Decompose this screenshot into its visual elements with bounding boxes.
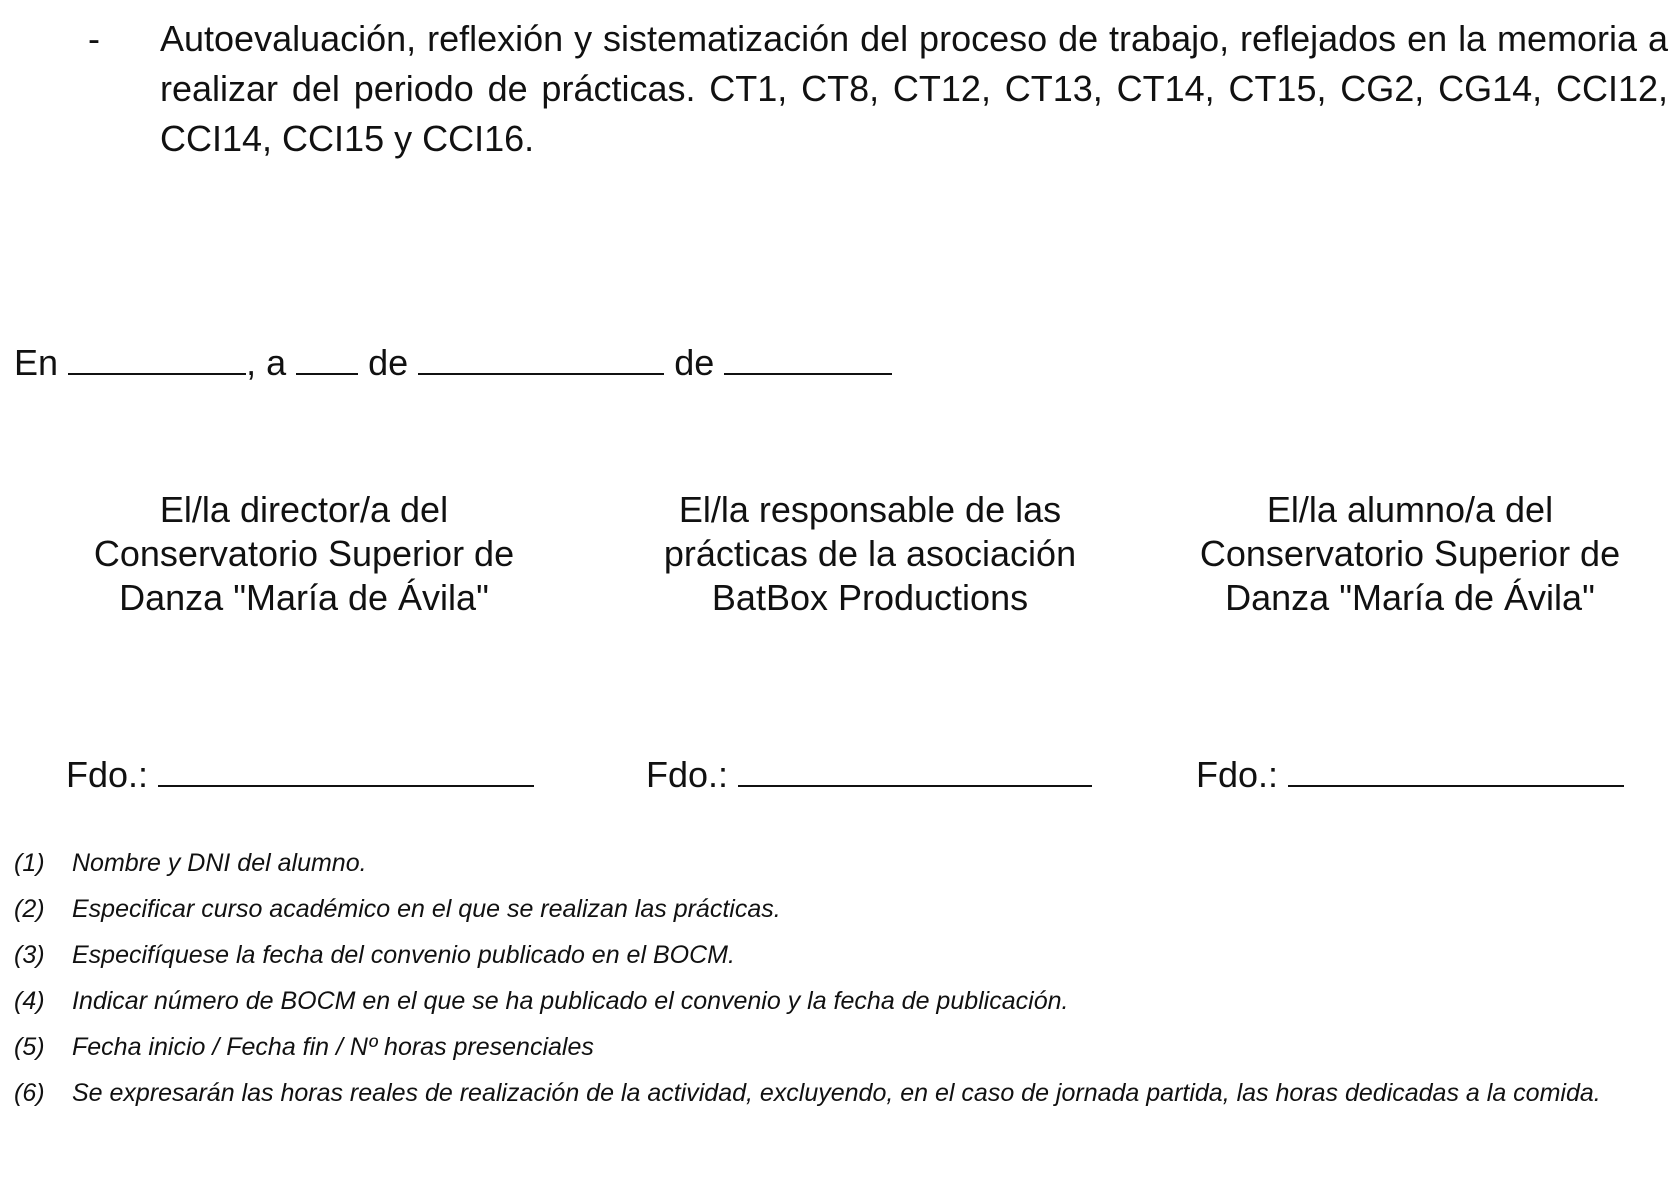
footnote: [14, 938, 1654, 972]
signature-director-line-1: El/la director/a del: [159, 489, 449, 530]
fdo-responsable-label: Fdo.:: [646, 754, 729, 795]
signature-director-line-3: Danza "María de Ávila": [119, 577, 489, 618]
year-blank: [724, 339, 892, 375]
footnote-number: (3): [14, 941, 45, 969]
place-blank: [68, 339, 246, 375]
footnote: [14, 1076, 1654, 1110]
footnote-number: (6): [14, 1079, 45, 1107]
fdo-director: [66, 750, 534, 800]
signature-responsable-line-2: prácticas de la asociación: [663, 533, 1077, 574]
footnote-text: Indicar número de BOCM en el que se ha publicado el convenio y la fecha de publicación.: [72, 987, 1069, 1015]
footnote: [14, 892, 1654, 926]
fdo-responsable: [646, 750, 1092, 800]
signature-responsable-line-1: El/la responsable de las: [678, 489, 1062, 530]
place-date-line: [14, 338, 892, 388]
footnote-text: Fecha inicio / Fecha fin / Nº horas presenciales: [72, 1033, 594, 1061]
footnote-number: (4): [14, 987, 45, 1015]
date-de-label-2: de: [674, 342, 715, 383]
signature-alumno-line-1: El/la alumno/a del: [1266, 489, 1554, 530]
signature-director: [34, 488, 574, 620]
fdo-alumno-label: Fdo.:: [1196, 754, 1279, 795]
footnote-text: Especifíquese la fecha del convenio publicado en el BOCM.: [72, 941, 735, 969]
month-blank: [418, 339, 664, 375]
footnote-text: Especificar curso académico en el que se realizan las prácticas.: [72, 895, 781, 923]
date-de-label-1: de: [368, 342, 409, 383]
footnote-number: (5): [14, 1033, 45, 1061]
bullet-dash: -: [88, 18, 100, 59]
date-en-label: En: [14, 342, 59, 383]
fdo-director-label: Fdo.:: [66, 754, 149, 795]
signature-alumno-line-3: Danza "María de Ávila": [1225, 577, 1595, 618]
footnote-text: Nombre y DNI del alumno.: [72, 849, 367, 877]
footnotes: [14, 846, 1654, 1122]
footnote-number: (1): [14, 849, 45, 877]
signature-responsable: [600, 488, 1140, 620]
signature-director-line-2: Conservatorio Superior de: [93, 533, 515, 574]
footnote-number: (2): [14, 895, 45, 923]
signature-alumno: [1140, 488, 1680, 620]
fdo-alumno: [1196, 750, 1624, 800]
bullet-text: Autoevaluación, reflexión y sistematización del proceso de trabajo, reflejados en la memoria a realizar del periodo de prácticas. CT1, CT8, CT12, CT13, CT14, CT15, CG2, CG14, CCI12, CCI14, CCI15 y CCI16.: [160, 18, 1668, 159]
footnote: [14, 984, 1654, 1018]
day-blank: [296, 339, 358, 375]
footnote-text: Se expresarán las horas reales de realización de la actividad, excluyendo, en el caso de jornada partida, las horas dedicadas a la comida.: [72, 1079, 1601, 1107]
signature-alumno-line-2: Conservatorio Superior de: [1199, 533, 1621, 574]
footnote: [14, 846, 1654, 880]
signature-responsable-line-3: BatBox Productions: [711, 577, 1029, 618]
fdo-director-blank: [158, 751, 534, 787]
fdo-alumno-blank: [1288, 751, 1624, 787]
fdo-responsable-blank: [738, 751, 1092, 787]
footnote: [14, 1030, 1654, 1064]
date-a-label: , a: [246, 342, 287, 383]
